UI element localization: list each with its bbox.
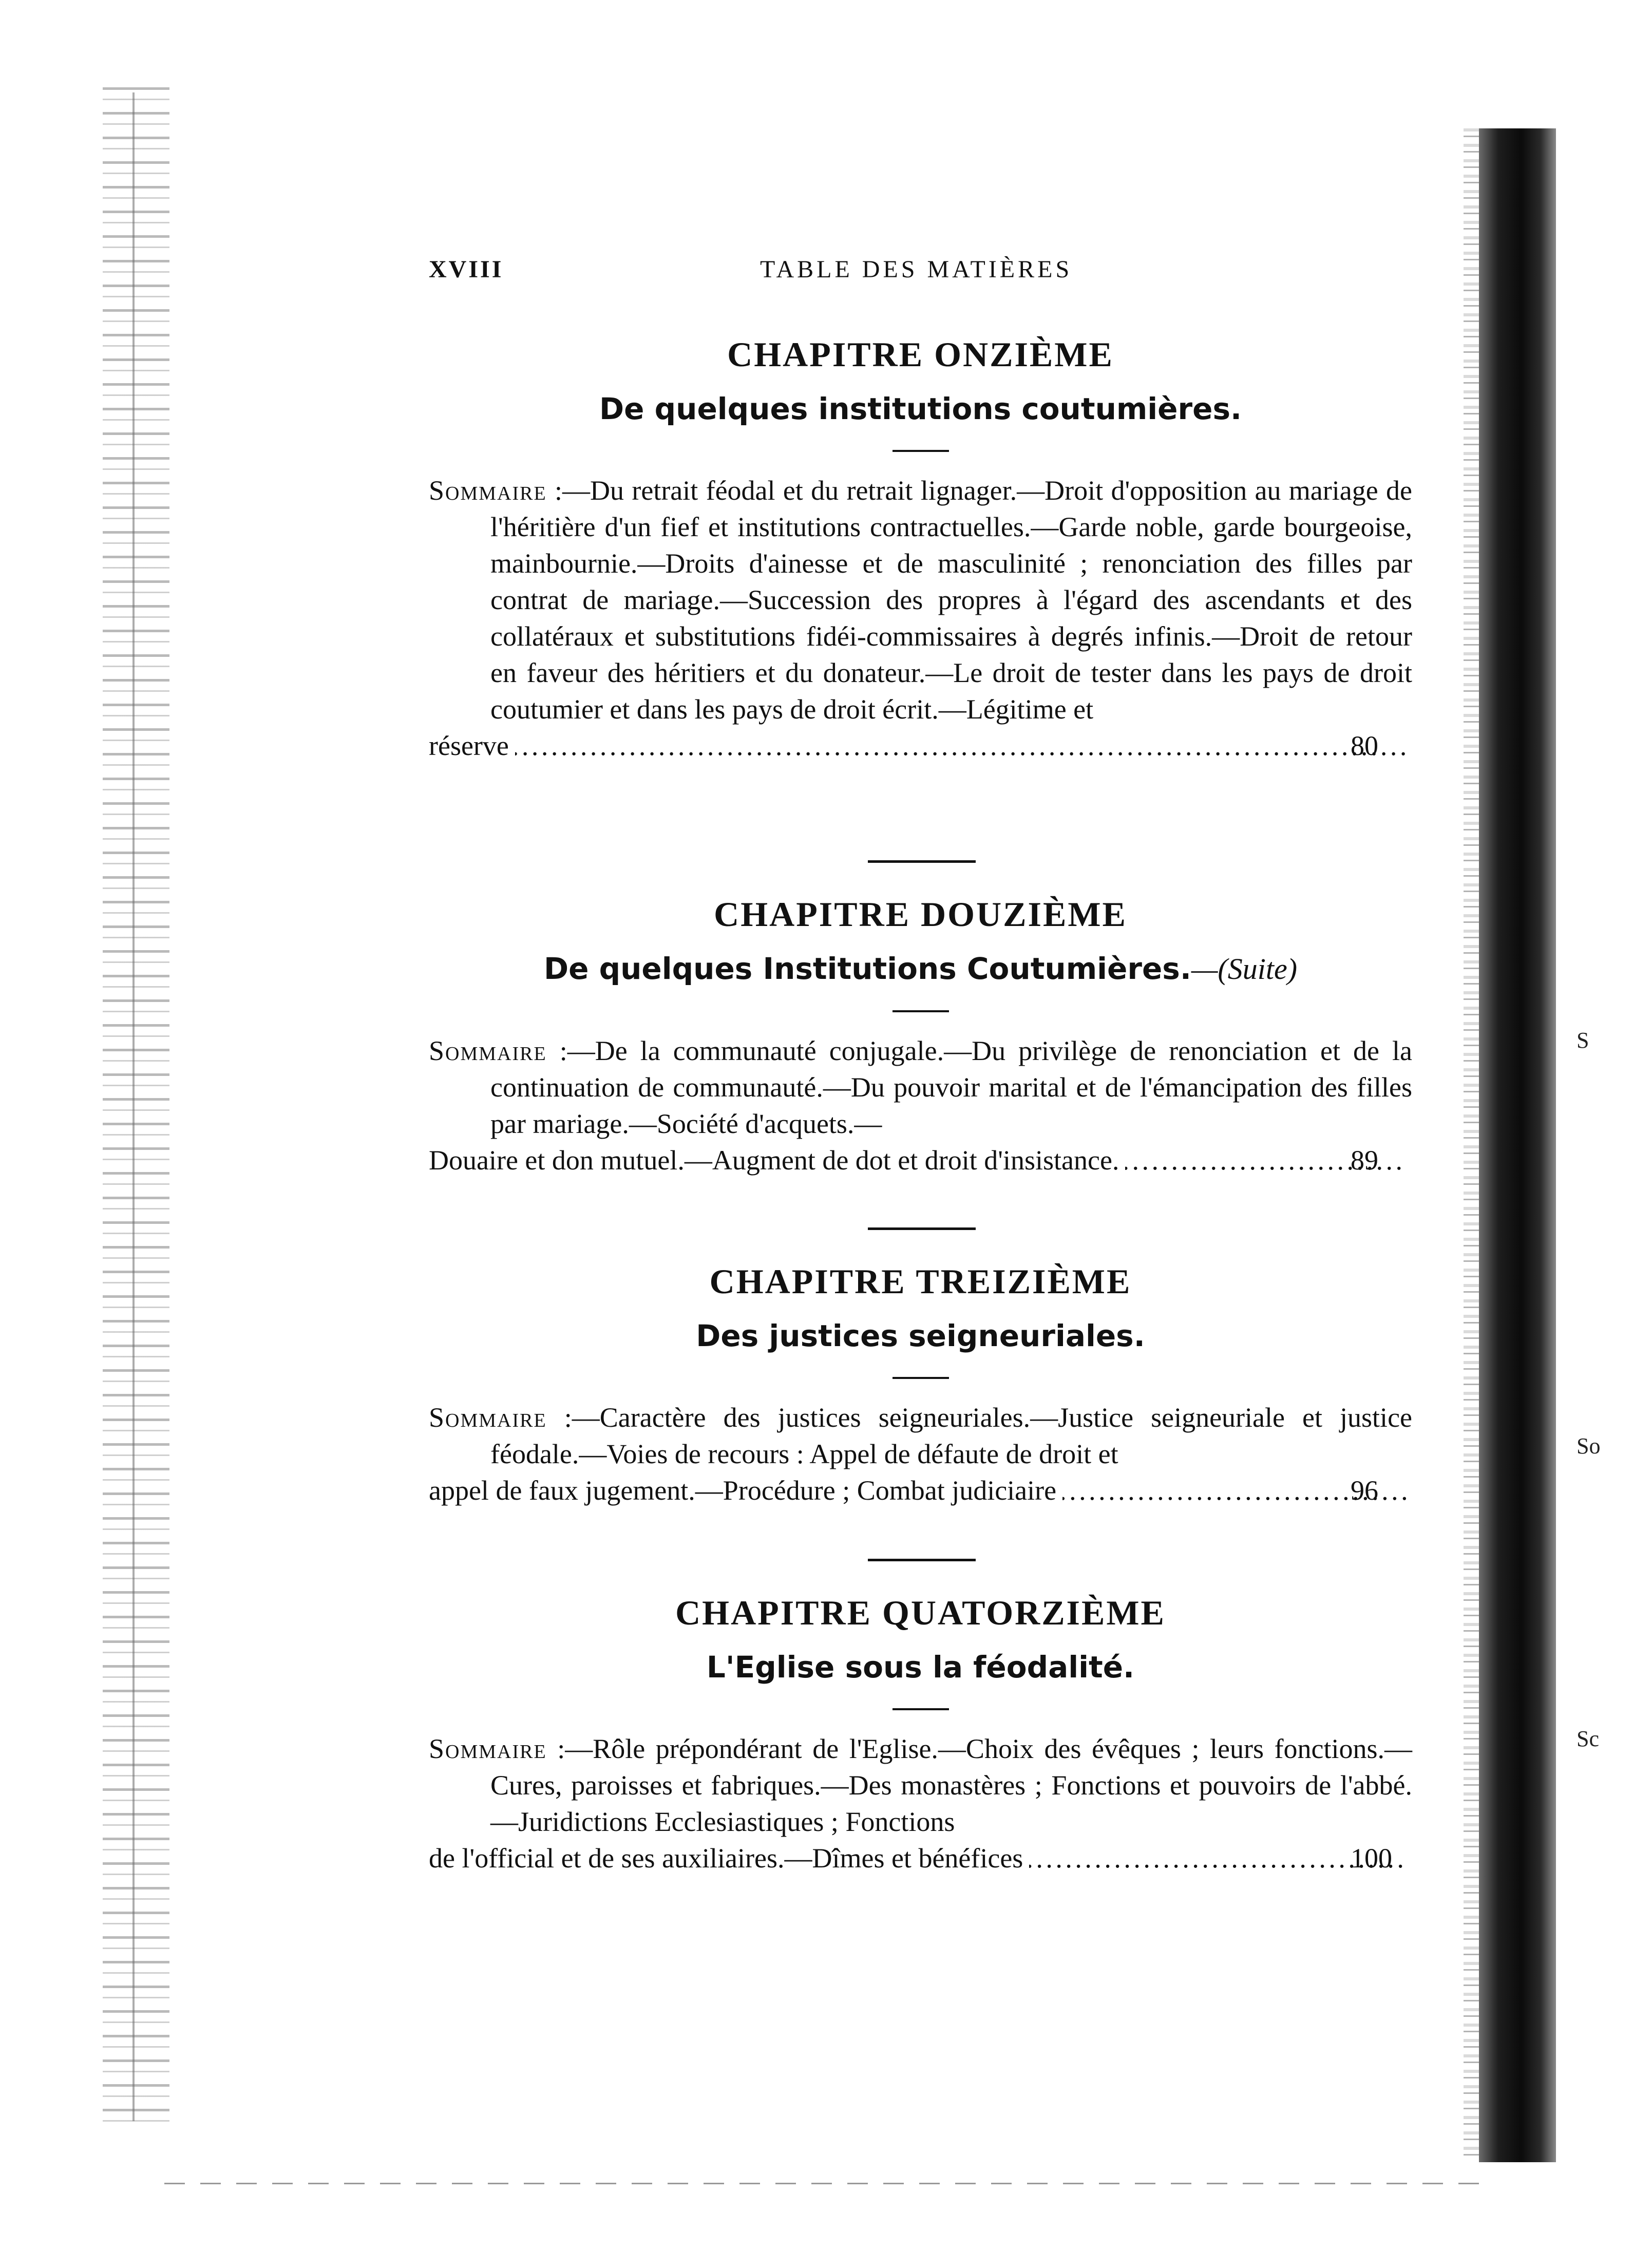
margin-fragment: So: [1577, 1433, 1601, 1459]
chapter-subtitle: Des justices seigneuriales.: [696, 1318, 1145, 1353]
chapter-heading: CHAPITRE TREIZIÈME: [709, 1262, 1132, 1301]
section-divider: [868, 1227, 976, 1230]
page-number: XVIII: [429, 256, 504, 283]
chapter-heading: CHAPITRE QUATORZIÈME: [675, 1593, 1166, 1632]
chapter-12: [429, 894, 1412, 1179]
leader-dots: [1029, 1840, 1406, 1877]
margin-fragment: Sc: [1577, 1726, 1599, 1751]
section-divider: [868, 1559, 976, 1561]
leader-dots: [515, 728, 1406, 764]
summary-text: :—Du retrait féodal et du retrait lignager.—Droit d'opposition au mariage de l'héritière d'un fief et institutions contractuelles.—Garde noble, garde bourgeoise, mainbournie.—Droits d'ainesse et de masculinité ; renonciation des filles par contrat de mariage.—Succession des propres à l'égard des ascendants et des collatéraux et substitutions fidéi-commissaires à degrés infinis.—Droit de retour en faveur des héritiers et du donateur.—Le droit de tester dans les pays de droit coutumier et dans les pays de droit écrit.—Légitime et: [490, 475, 1412, 725]
left-edge-line: [132, 92, 135, 2121]
short-rule: [893, 1708, 949, 1710]
short-rule: [893, 1010, 949, 1012]
page-title: TABLE DES MATIÈRES: [760, 256, 1073, 283]
section-divider: [868, 860, 976, 863]
summary-label: Sommaire: [429, 475, 547, 506]
subtitle-suffix: —(Suite): [1191, 952, 1298, 986]
summary-text: :—Rôle prépondérant de l'Eglise.—Choix des évêques ; leurs fonctions.—Cures, paroisses et fabriques.—Des monastères ; Fonctions et pouvoirs de l'abbé.—Juridictions Ecclesiastiques ; Fonctions: [490, 1733, 1412, 1837]
subtitle-main: De quelques Institutions Coutumières.: [543, 951, 1191, 986]
short-rule: [893, 1377, 949, 1379]
chapter-summary: Sommaire :—Rôle prépondérant de l'Eglise.—Choix des évêques ; leurs fonctions.—Cures, paroisses et fabriques.—Des monastères ; Fonctions et pouvoirs de l'abbé.—Juridictions Ecclesiastiques ; Fonctions de l'official et de ses auxiliaires.—Dîmes et bénéfices . . . 100: [429, 1731, 1412, 1877]
summary-last: réserve: [429, 730, 509, 761]
chapter-11: [429, 334, 1412, 764]
summary-text: :—De la communauté conjugale.—Du privilège de renonciation et de la continuation de communauté.—Du pouvoir marital et de l'émancipation des filles par mariage.—Société d'acquets.—: [490, 1035, 1412, 1139]
summary-last: de l'official et de ses auxiliaires.—Dîmes et bénéfices: [429, 1843, 1023, 1874]
summary-last: appel de faux jugement.—Procédure ; Combat judiciaire: [429, 1475, 1057, 1506]
bottom-scan-rule: [164, 2183, 1479, 2184]
summary-text: :—Caractère des justices seigneuriales.—Justice seigneuriale et justice féodale.—Voies de recours : Appel de défaute de droit et: [490, 1402, 1412, 1469]
chapter-summary: Sommaire :—Caractère des justices seigneuriales.—Justice seigneuriale et justice féodale.—Voies de recours : Appel de défaute de droit et appel de faux jugement.—Procédure ; Combat judiciaire . . . 96: [429, 1400, 1412, 1509]
chapter-14: [429, 1592, 1412, 1877]
running-head: [429, 255, 1404, 286]
chapter-summary: Sommaire :—De la communauté conjugale.—Du privilège de renonciation et de la continuation de communauté.—Du pouvoir marital et de l'émancipation des filles par mariage.—Société d'acquets.— Douaire et don mutuel.—Augment de dot et droit d'insistance. . . . 89: [429, 1033, 1412, 1179]
summary-label: Sommaire: [429, 1402, 547, 1433]
summary-last: Douaire et don mutuel.—Augment de dot et droit d'insistance.: [429, 1145, 1119, 1176]
chapter-heading: CHAPITRE DOUZIÈME: [714, 895, 1127, 934]
chapter-heading: CHAPITRE ONZIÈME: [727, 335, 1114, 374]
chapter-subtitle: De quelques institutions coutumières.: [599, 391, 1242, 426]
right-scan-shadow: [1479, 128, 1556, 2162]
short-rule: [893, 450, 949, 452]
left-binding-edge: [103, 87, 169, 2126]
margin-fragment: S: [1577, 1028, 1589, 1053]
chapter-13: [429, 1261, 1412, 1509]
summary-label: Sommaire: [429, 1733, 547, 1764]
chapter-subtitle: L'Eglise sous la féodalité.: [706, 1650, 1135, 1685]
chapter-subtitle: [429, 948, 1412, 990]
summary-label: Sommaire: [429, 1035, 547, 1066]
chapter-summary: Sommaire :—Du retrait féodal et du retrait lignager.—Droit d'opposition au mariage de l'héritière d'un fief et institutions contractuelles.—Garde noble, garde bourgeoise, mainbournie.—Droits d'ainesse et de masculinité ; renonciation des filles par contrat de mariage.—Succession des propres à l'égard des ascendants et des collatéraux et substitutions fidéi-commissaires à degrés infinis.—Droit de retour en faveur des héritiers et du donateur.—Le droit de tester dans les pays de droit coutumier et dans les pays de droit écrit.—Légitime et réserve . . . 80: [429, 472, 1412, 764]
